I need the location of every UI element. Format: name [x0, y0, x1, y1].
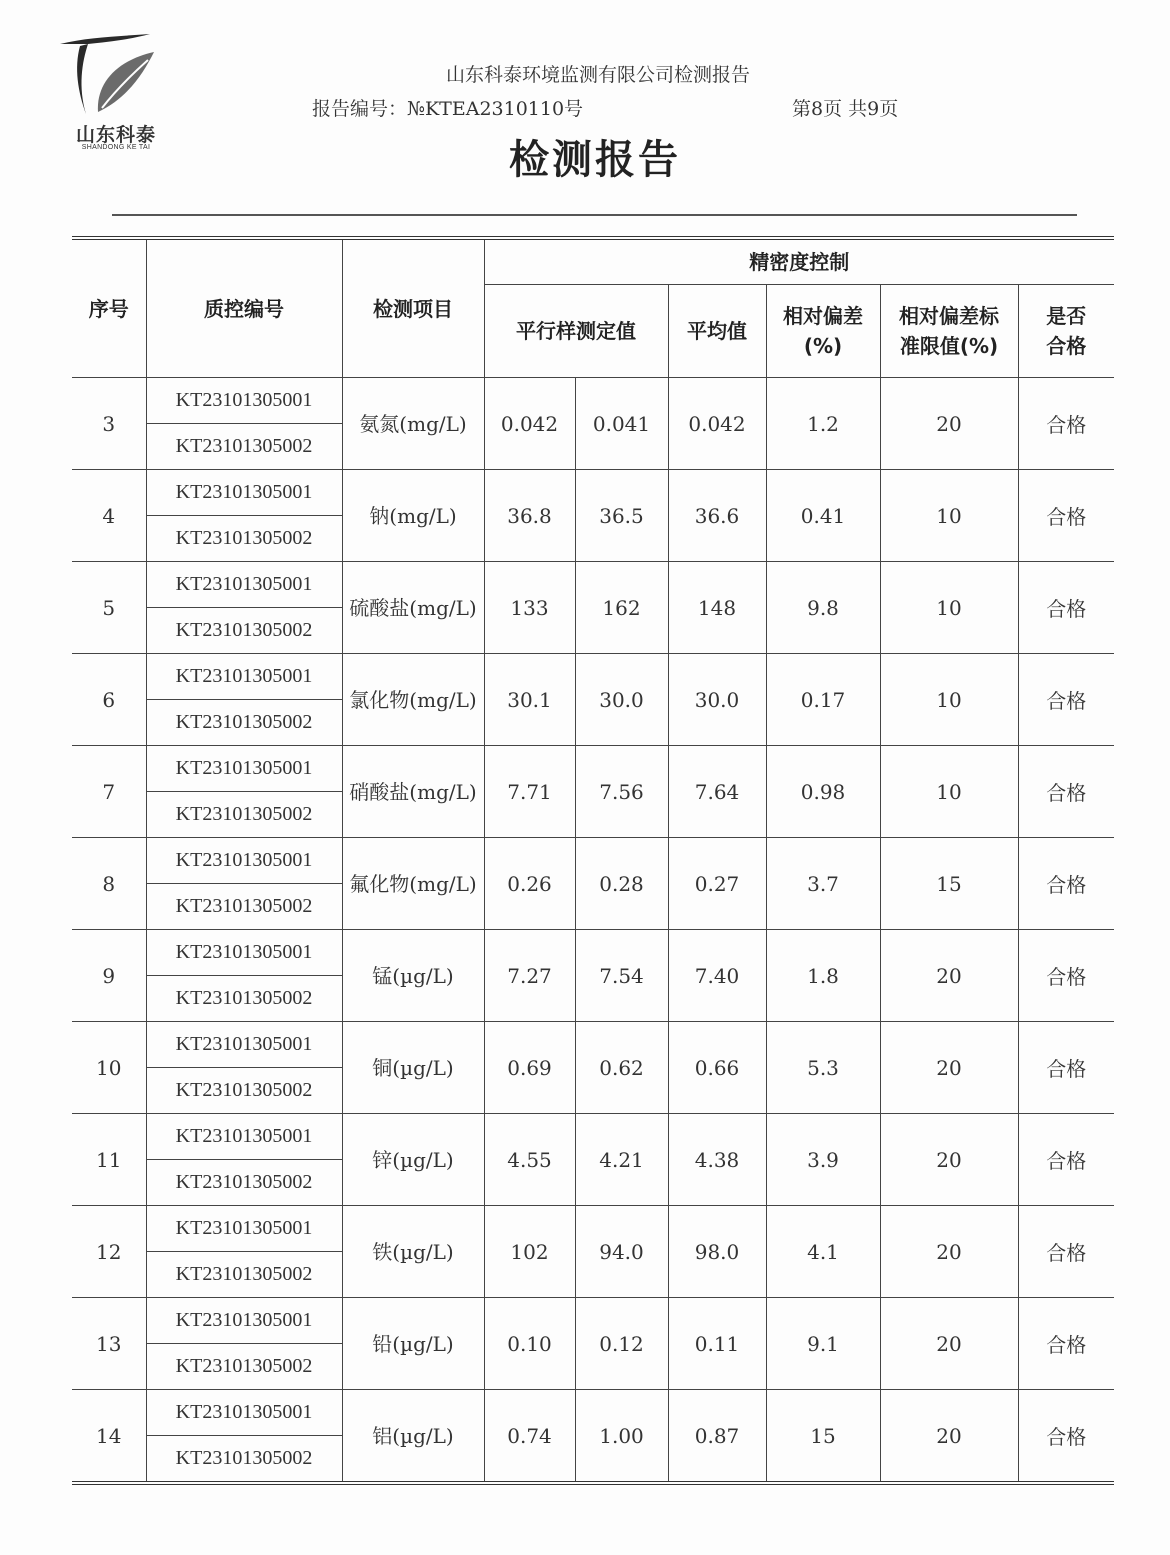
pass-cell: 合格	[1018, 746, 1114, 838]
item-cell: 硝酸盐(mg/L)	[342, 746, 484, 838]
qc-code-cell: KT23101305001	[146, 838, 342, 884]
col-header-seq: 序号	[72, 238, 146, 378]
average-cell: 0.042	[668, 378, 766, 470]
parallel-value-1-cell: 4.55	[484, 1114, 575, 1206]
qc-code-cell: KT23101305001	[146, 470, 342, 516]
logo-text-en: SHANDONG KE TAI	[81, 144, 151, 151]
qc-code-cell: KT23101305002	[146, 884, 342, 930]
seq-cell: 5	[72, 562, 146, 654]
table-row	[72, 654, 1114, 700]
parallel-value-1-cell: 7.71	[484, 746, 575, 838]
qc-code-cell: KT23101305001	[146, 930, 342, 976]
parallel-value-2-cell: 0.12	[575, 1298, 668, 1390]
limit-cell: 20	[880, 1022, 1018, 1114]
limit-cell: 20	[880, 1298, 1018, 1390]
average-cell: 98.0	[668, 1206, 766, 1298]
limit-cell: 10	[880, 562, 1018, 654]
seq-cell: 10	[72, 1022, 146, 1114]
parallel-value-2-cell: 162	[575, 562, 668, 654]
average-cell: 0.27	[668, 838, 766, 930]
average-cell: 0.11	[668, 1298, 766, 1390]
header-divider	[112, 214, 1077, 216]
pass-cell: 合格	[1018, 470, 1114, 562]
seq-cell: 3	[72, 378, 146, 470]
average-cell: 36.6	[668, 470, 766, 562]
limit-cell: 20	[880, 1114, 1018, 1206]
average-cell: 30.0	[668, 654, 766, 746]
pass-cell: 合格	[1018, 1390, 1114, 1484]
table-row	[72, 1298, 1114, 1344]
relative-deviation-cell: 9.1	[766, 1298, 880, 1390]
company-line: 山东科泰环境监测有限公司检测报告	[445, 64, 750, 86]
logo-text: 山东科泰	[75, 124, 156, 146]
qc-code-cell: KT23101305001	[146, 378, 342, 424]
relative-deviation-cell: 1.8	[766, 930, 880, 1022]
relative-deviation-cell: 15	[766, 1390, 880, 1484]
table-row	[72, 746, 1114, 792]
qc-code-cell: KT23101305002	[146, 1252, 342, 1298]
pass-cell: 合格	[1018, 562, 1114, 654]
item-cell: 氯化物(mg/L)	[342, 654, 484, 746]
pass-cell: 合格	[1018, 1022, 1114, 1114]
col-header-pass: 是否合格	[1018, 285, 1114, 378]
qc-code-cell: KT23101305002	[146, 792, 342, 838]
parallel-value-1-cell: 36.8	[484, 470, 575, 562]
seq-cell: 14	[72, 1390, 146, 1484]
item-cell: 铝(µg/L)	[342, 1390, 484, 1484]
seq-cell: 4	[72, 470, 146, 562]
parallel-value-1-cell: 0.69	[484, 1022, 575, 1114]
report-number: 报告编号：№KTEA2310110号	[312, 98, 584, 120]
qc-code-cell: KT23101305002	[146, 516, 342, 562]
pass-cell: 合格	[1018, 930, 1114, 1022]
qc-code-cell: KT23101305002	[146, 424, 342, 470]
precision-control-table	[72, 236, 1114, 1485]
limit-cell: 10	[880, 470, 1018, 562]
relative-deviation-cell: 3.7	[766, 838, 880, 930]
seq-cell: 12	[72, 1206, 146, 1298]
limit-cell: 15	[880, 838, 1018, 930]
item-cell: 氨氮(mg/L)	[342, 378, 484, 470]
relative-deviation-cell: 0.98	[766, 746, 880, 838]
average-cell: 0.87	[668, 1390, 766, 1484]
parallel-value-2-cell: 30.0	[575, 654, 668, 746]
qc-code-cell: KT23101305002	[146, 1344, 342, 1390]
parallel-value-2-cell: 4.21	[575, 1114, 668, 1206]
qc-code-cell: KT23101305001	[146, 1022, 342, 1068]
relative-deviation-cell: 9.8	[766, 562, 880, 654]
qc-code-cell: KT23101305001	[146, 1206, 342, 1252]
page-title: 检测报告	[509, 137, 681, 183]
table-row	[72, 930, 1114, 976]
qc-code-cell: KT23101305002	[146, 1436, 342, 1484]
item-cell: 铜(µg/L)	[342, 1022, 484, 1114]
parallel-value-2-cell: 94.0	[575, 1206, 668, 1298]
seq-cell: 6	[72, 654, 146, 746]
col-header-rd: 相对偏差(%)	[766, 285, 880, 378]
qc-code-cell: KT23101305001	[146, 1298, 342, 1344]
table-row	[72, 838, 1114, 884]
item-cell: 氟化物(mg/L)	[342, 838, 484, 930]
seq-cell: 8	[72, 838, 146, 930]
table-row	[72, 1206, 1114, 1252]
relative-deviation-cell: 0.41	[766, 470, 880, 562]
qc-code-cell: KT23101305001	[146, 746, 342, 792]
parallel-value-1-cell: 0.10	[484, 1298, 575, 1390]
qc-code-cell: KT23101305001	[146, 562, 342, 608]
parallel-value-2-cell: 0.62	[575, 1022, 668, 1114]
average-cell: 0.66	[668, 1022, 766, 1114]
qc-code-cell: KT23101305002	[146, 700, 342, 746]
col-header-group: 精密度控制	[484, 238, 1114, 285]
seq-cell: 7	[72, 746, 146, 838]
relative-deviation-cell: 5.3	[766, 1022, 880, 1114]
pass-cell: 合格	[1018, 378, 1114, 470]
parallel-value-1-cell: 7.27	[484, 930, 575, 1022]
relative-deviation-cell: 4.1	[766, 1206, 880, 1298]
limit-cell: 10	[880, 654, 1018, 746]
parallel-value-1-cell: 0.74	[484, 1390, 575, 1484]
pass-cell: 合格	[1018, 654, 1114, 746]
parallel-value-1-cell: 102	[484, 1206, 575, 1298]
item-cell: 铁(µg/L)	[342, 1206, 484, 1298]
col-header-item: 检测项目	[342, 238, 484, 378]
table-row	[72, 562, 1114, 608]
qc-code-cell: KT23101305001	[146, 654, 342, 700]
item-cell: 锰(µg/L)	[342, 930, 484, 1022]
col-header-parallel: 平行样测定值	[484, 285, 668, 378]
parallel-value-2-cell: 7.56	[575, 746, 668, 838]
page-info: 第8页 共9页	[792, 98, 899, 120]
table-row	[72, 1114, 1114, 1160]
qc-code-cell: KT23101305001	[146, 1114, 342, 1160]
parallel-value-1-cell: 0.26	[484, 838, 575, 930]
qc-code-cell: KT23101305001	[146, 1390, 342, 1436]
average-cell: 7.40	[668, 930, 766, 1022]
pass-cell: 合格	[1018, 1114, 1114, 1206]
table-row	[72, 1022, 1114, 1068]
seq-cell: 11	[72, 1114, 146, 1206]
average-cell: 7.64	[668, 746, 766, 838]
limit-cell: 20	[880, 378, 1018, 470]
parallel-value-2-cell: 0.28	[575, 838, 668, 930]
parallel-value-2-cell: 0.041	[575, 378, 668, 470]
pass-cell: 合格	[1018, 838, 1114, 930]
parallel-value-1-cell: 30.1	[484, 654, 575, 746]
parallel-value-1-cell: 133	[484, 562, 575, 654]
seq-cell: 9	[72, 930, 146, 1022]
col-header-qc: 质控编号	[146, 238, 342, 378]
qc-code-cell: KT23101305002	[146, 608, 342, 654]
item-cell: 硫酸盐(mg/L)	[342, 562, 484, 654]
qc-code-cell: KT23101305002	[146, 1068, 342, 1114]
table-row	[72, 470, 1114, 516]
parallel-value-1-cell: 0.042	[484, 378, 575, 470]
limit-cell: 20	[880, 930, 1018, 1022]
parallel-value-2-cell: 7.54	[575, 930, 668, 1022]
average-cell: 148	[668, 562, 766, 654]
limit-cell: 20	[880, 1206, 1018, 1298]
relative-deviation-cell: 1.2	[766, 378, 880, 470]
qc-code-cell: KT23101305002	[146, 976, 342, 1022]
table-row	[72, 378, 1114, 424]
table-row	[72, 1390, 1114, 1436]
item-cell: 钠(mg/L)	[342, 470, 484, 562]
pass-cell: 合格	[1018, 1206, 1114, 1298]
col-header-limit: 相对偏差标准限值(%)	[880, 285, 1018, 378]
limit-cell: 20	[880, 1390, 1018, 1484]
relative-deviation-cell: 0.17	[766, 654, 880, 746]
pass-cell: 合格	[1018, 1298, 1114, 1390]
item-cell: 锌(µg/L)	[342, 1114, 484, 1206]
seq-cell: 13	[72, 1298, 146, 1390]
limit-cell: 10	[880, 746, 1018, 838]
parallel-value-2-cell: 1.00	[575, 1390, 668, 1484]
item-cell: 铅(µg/L)	[342, 1298, 484, 1390]
col-header-avg: 平均值	[668, 285, 766, 378]
average-cell: 4.38	[668, 1114, 766, 1206]
parallel-value-2-cell: 36.5	[575, 470, 668, 562]
qc-code-cell: KT23101305002	[146, 1160, 342, 1206]
relative-deviation-cell: 3.9	[766, 1114, 880, 1206]
